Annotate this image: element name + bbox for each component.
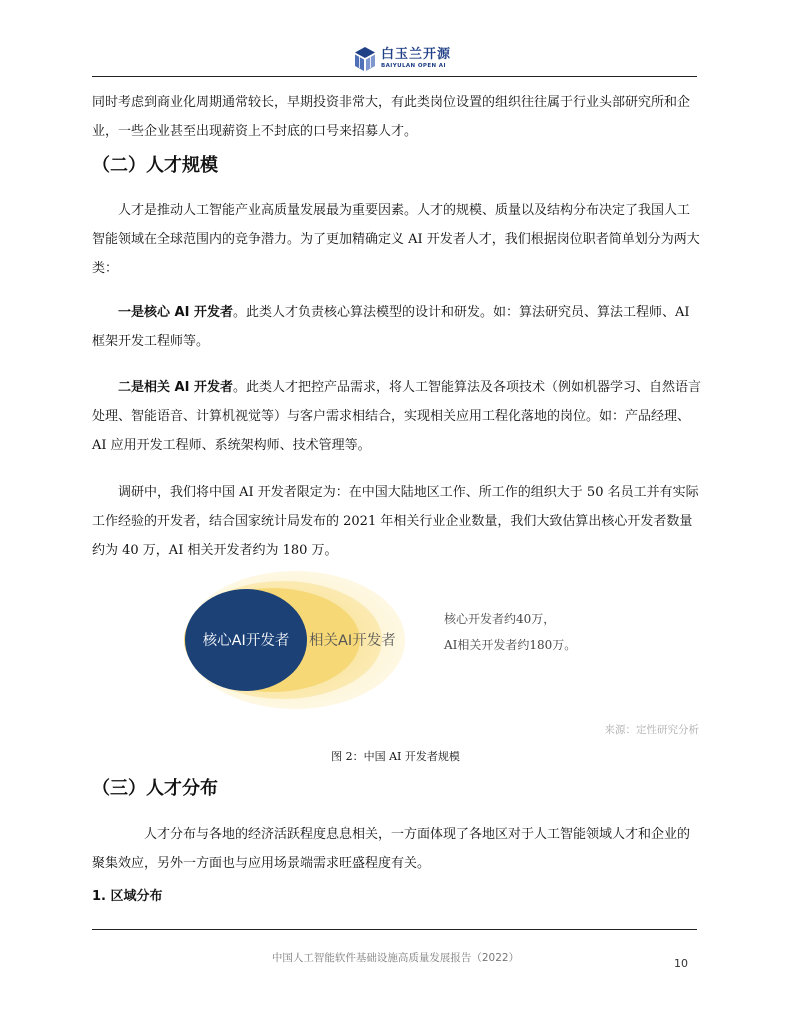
logo-text-cn: 白玉兰开源 <box>381 47 452 63</box>
related-ai-label: 相关AI开发者 <box>309 633 396 649</box>
paragraph-distribution: 人才分布与各地的经济活跃程度息息相关，一方面体现了各地区对于人工智能领域人才和企业的聚集效应，另外一方面也与应用场景端需求旺盛程度有关。 <box>92 827 691 871</box>
paragraph-survey-scope: 调研中，我们将中国 AI 开发者限定为：在中国大陆地区工作、所工作的组织大于 50 名员工并有实际工作经验的开发者，结合国家统计局发布的 2021 年相关行业企业数量，我们大致估算出核心开发者数量约为 40 万，AI 相关开发者约为 180 万。 <box>92 485 699 558</box>
paragraph-intro: 同时考虑到商业化周期通常较长，早期投资非常大，有此类岗位设置的组织往往属于行业头部研究所和企业，一些企业甚至出现薪资上不封底的口号来招募人才。 <box>92 95 691 139</box>
core-developer-term: 一是核心 AI 开发者 <box>118 305 233 320</box>
core-developer-desc: 。此类人才负责核心算法模型的设计和研发。如：算法研究员、算法工程师、AI 框架开发工程师等。 <box>92 305 690 349</box>
footer-report-title: 中国人工智能软件基础设施高质量发展报告（2022） <box>271 952 520 964</box>
core-ai-label: 核心AI开发者 <box>202 633 290 649</box>
paragraph-core-developers <box>92 298 702 356</box>
paragraph-talent-importance: 人才是推动人工智能产业高质量发展最为重要因素。人才的规模、质量以及结构分布决定了我国人工智能领域在全球范围内的竞争潜力。为了更加精确定义 AI 开发者人才，我们根据岗位职者简单划分为两大类： <box>92 203 700 276</box>
section-heading-talent-scale: （二）人才规模 <box>92 155 218 176</box>
related-developer-desc: 。此类人才把控产品需求，将人工智能算法及各项技术（例如机器学习、自然语言处理、智能语音、计算机视觉等）与客户需求相结合，实现相关应用工程化落地的岗位。如：产品经理、AI 应用开发工程师、系统架构师、技术管理等。 <box>92 380 701 453</box>
page-header <box>92 36 697 77</box>
logo-text-en: BAIYULAN OPEN AI <box>381 63 446 70</box>
figure-source-note: 来源：定性研究分析 <box>604 724 699 736</box>
subheading-regional-distribution: 1. 区域分布 <box>92 889 163 904</box>
footer-divider <box>92 929 697 930</box>
related-developer-term: 二是相关 AI 开发者 <box>118 380 233 395</box>
paragraph-related-developers <box>92 373 702 460</box>
brand-logo <box>354 46 451 72</box>
developer-scale-figure <box>0 568 791 768</box>
related-count-note: AI相关开发者约180万。 <box>444 638 577 652</box>
figure-caption: 图 2：中国 AI 开发者规模 <box>331 750 460 763</box>
core-count-note: 核心开发者约40万， <box>444 612 556 626</box>
section-heading-talent-distribution: （三）人才分布 <box>92 778 218 799</box>
page-number: 10 <box>674 957 688 970</box>
cube-logo-icon <box>354 46 376 72</box>
